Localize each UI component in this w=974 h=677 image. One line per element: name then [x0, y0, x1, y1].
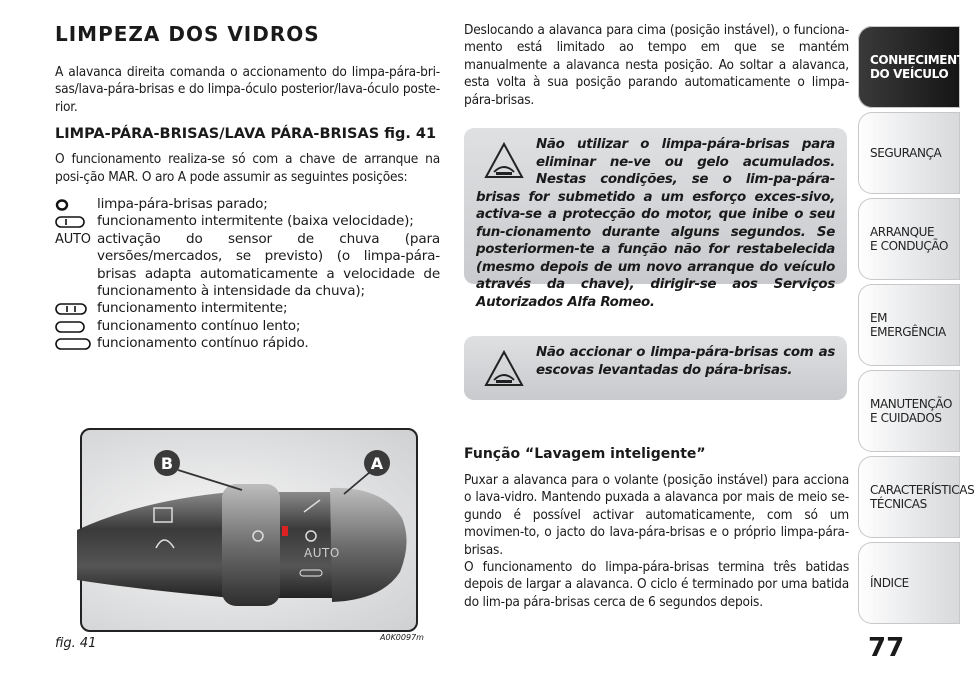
warning-text-1: Não utilizar o limpa-pára-brisas para eliminar ne-ve ou gelo acumulados. Nestas condições, se o lim-pa-pára-brisas for submetido a um esforço exces-sivo, activa-se a protecção do motor, que inibe o seu fun-cionamento durante alguns segundos. Se posteriormen-te a função não for restabelecida (mesmo depois de um novo arranque do veículo através da chave), dirigir-se aos Serviços Autorizados Alfa Romeo. [476, 137, 835, 310]
function-paragraph-1: Puxar a alavanca para o volante (posição instável) para acciona o lava-vidro. Mantendo puxada a alavanca por mais de meio se-gundo é possível activar automaticamente, com só um movimen-to, o jacto do lava-pára-brisas e o próprio limpa-pára-brisas. [464, 472, 849, 558]
tab-manutencao[interactable]: MANUTENÇÃO E CUIDADOS [858, 370, 960, 452]
intermittent-slow-icon [55, 213, 97, 230]
callout-lines [82, 430, 416, 630]
callout-b-label: B [160, 453, 174, 473]
figure-code: A0K0097m [380, 633, 424, 642]
continuous-slow-icon [55, 318, 97, 335]
page-number: 77 [868, 633, 905, 663]
section-title: LIMPEZA DOS VIDROS [55, 22, 320, 46]
function-paragraph-2: O funcionamento do limpa-pára-brisas termina três batidas depois de largar a alavanca. O ciclo é terminado por uma batida do lim-pa pára-brisas cerca de 6 segundos depois. [464, 559, 849, 610]
figure-caption: fig. 41 [55, 636, 97, 651]
stalk-illustration [80, 428, 418, 632]
intermittent-icon [55, 300, 97, 317]
subsection-title: LIMPA-PÁRA-BRISAS/LAVA PÁRA-BRISAS fig. 41 [55, 126, 437, 143]
left-column [55, 22, 440, 353]
tab-conhecimento[interactable]: CONHECIMENTO DO VEÍCULO [858, 26, 960, 108]
position-item: funcionamento contínuo rápido. [55, 335, 440, 352]
unstable-paragraph: Deslocando a alavanca para cima (posição instável), o funciona-mento está limitado ao tempo em que se mantém manualmente a alavanca nesta posição. Ao soltar a alavanca, esta volta à sua posição parando automaticamente o limpa-pára-brisas. [464, 22, 849, 108]
right-column [464, 22, 849, 119]
function-title: Função “Lavagem inteligente” [464, 446, 706, 462]
off-ring-icon [55, 196, 97, 213]
position-item: limpa-pára-brisas parado; [55, 196, 440, 213]
function-section [464, 446, 849, 621]
operation-paragraph: O funcionamento realiza-se só com a chave de arranque na posi-ção MAR. O aro A pode assumir as seguintes posições: [55, 151, 440, 185]
position-item: AUTO activação do sensor de chuva (para versões/mercados, se previsto) (o limpa-pára-brisas adapta automaticamente a velocidade de funcionamento à intensidade da chuva); [55, 230, 440, 300]
auto-mark: AUTO [304, 546, 340, 560]
warning-triangle-icon [484, 350, 524, 388]
position-item: funcionamento intermitente; [55, 300, 440, 317]
tab-arranque[interactable]: ARRANQUE E CONDUÇÃO [858, 198, 960, 280]
chapter-tabs [858, 26, 974, 628]
auto-label: AUTO [55, 231, 91, 247]
tab-caracteristicas[interactable]: CARACTERÍSTICAS TÉCNICAS [858, 456, 960, 538]
continuous-fast-icon [55, 335, 97, 352]
position-item: funcionamento intermitente (baixa velocidade); [55, 213, 440, 230]
tab-seguranca[interactable]: SEGURANÇA [858, 112, 960, 194]
tab-indice[interactable]: ÍNDICE [858, 542, 960, 624]
warning-box-1 [464, 128, 847, 310]
positions-list [55, 196, 440, 353]
callout-a-label: A [370, 453, 384, 473]
warning-text-2: Não accionar o limpa-pára-brisas com as escovas levantadas do pára-brisas. [536, 345, 835, 378]
position-item: funcionamento contínuo lento; [55, 318, 440, 335]
warning-triangle-icon [484, 142, 524, 180]
tab-emergencia[interactable]: EM EMERGÊNCIA [858, 284, 960, 366]
intro-paragraph: A alavanca direita comanda o accionamento do limpa-pára-bri-sas/lava-pára-brisas e do limpa-óculo posterior/lava-óculo poste-rior. [55, 64, 440, 115]
warning-box-2 [464, 336, 847, 400]
